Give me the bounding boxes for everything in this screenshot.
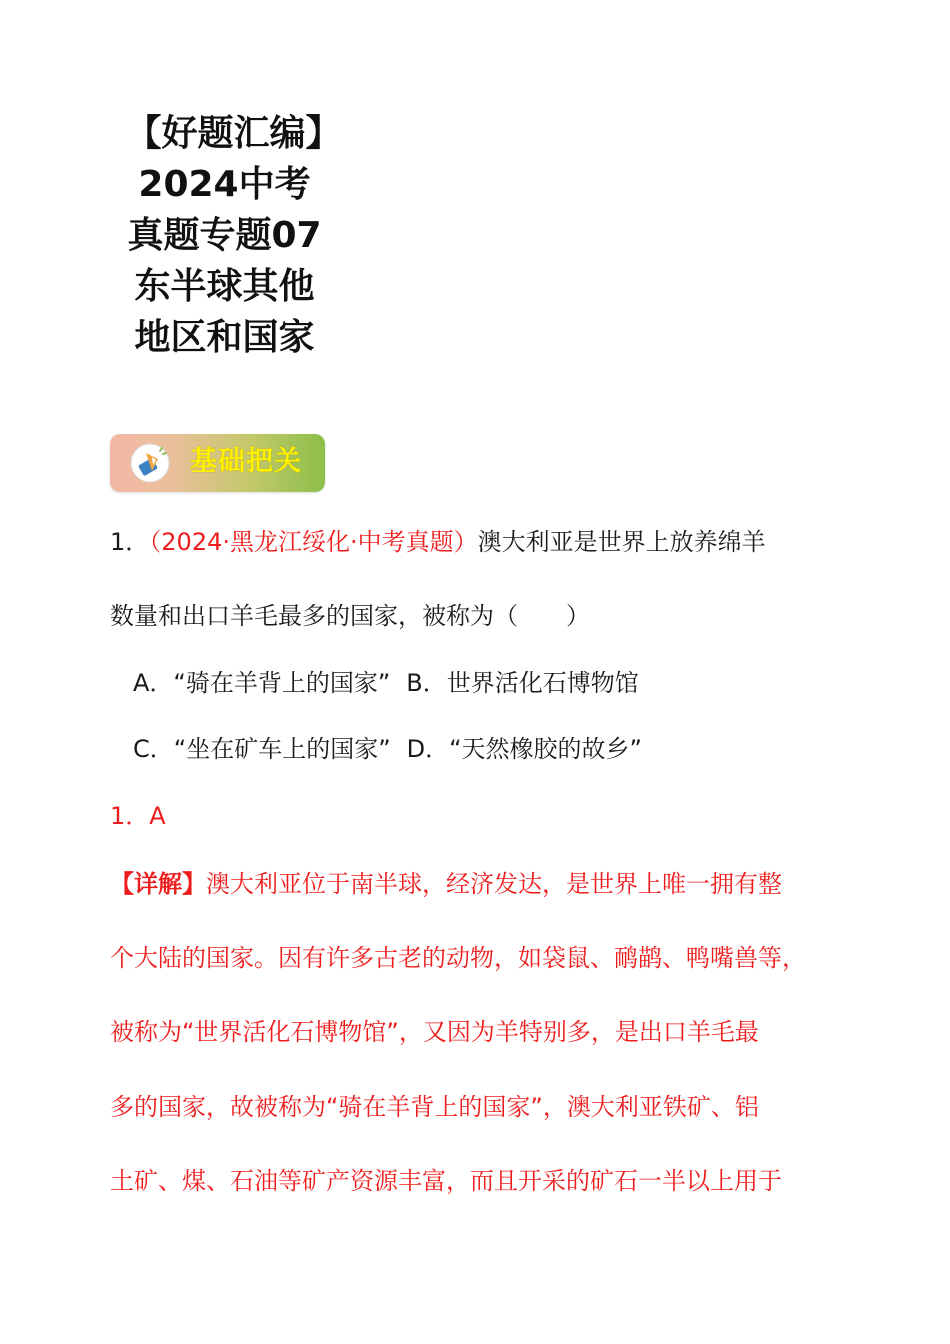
question-stem-part1: 澳大利亚是世界上放养绵羊 [477,528,766,556]
option-b [406,667,638,699]
explanation-line-5: 土矿、煤、石油等矿产资源丰富，而且开采的矿石一半以上用于 [110,1167,782,1195]
option-a [133,667,390,699]
question-number: 1． [110,528,150,556]
option-key: D． [406,735,450,763]
section-badge [110,434,325,492]
option-key: A． [133,669,174,697]
section-label: 基础把关 [190,446,302,477]
pen-nib-icon [130,443,170,483]
question-line-2: 数量和出口羊毛最多的国家，被称为（ ） [110,602,590,630]
options-row-2 [133,733,642,765]
answer-line: 1．A [110,802,166,830]
option-c [133,733,391,765]
explanation-tag: 【详解】 [110,870,206,898]
option-key: B． [406,669,447,697]
explanation-line-1 [110,868,845,900]
option-key: C． [133,735,174,763]
option-text: “坐在矿车上的国家” [173,735,391,763]
document-title: 【好题汇编】2024中考真题专题07东半球其他地区和国家 [125,113,324,358]
option-text: “骑在羊背上的国家” [173,669,391,697]
question-source: （2024·黑龙江绥化·中考真题） [149,528,478,556]
explanation-text: 澳大利亚位于南半球，经济发达，是世界上唯一拥有整 [206,870,782,898]
option-text: “天然橡胶的故乡” [449,735,642,763]
option-text: 世界活化石博物馆 [446,669,639,697]
explanation-line-4: 多的国家，故被称为“骑在羊背上的国家”，澳大利亚铁矿、铝 [110,1093,759,1121]
question-line-1 [110,526,766,558]
explanation-line-2: 个大陆的国家。因有许多古老的动物，如袋鼠、鸸鹋、鸭嘴兽等， [110,944,806,972]
explanation-line-3: 被称为“世界活化石博物馆”，又因为羊特别多，是出口羊毛最 [110,1018,759,1046]
options-row-1 [133,667,639,699]
option-d [407,733,642,765]
